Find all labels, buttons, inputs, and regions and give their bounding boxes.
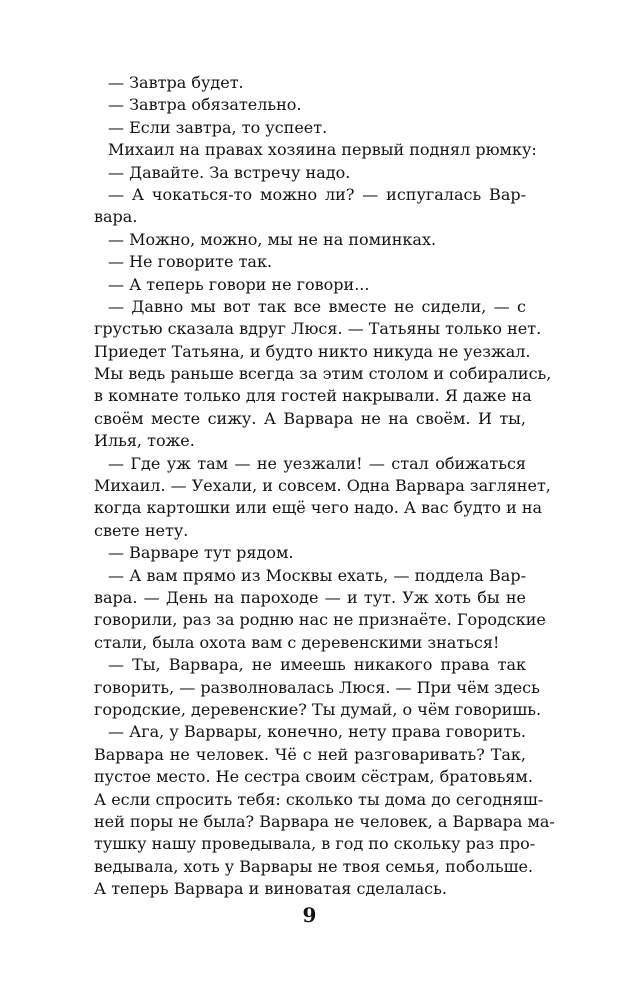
text-line: — Завтра будет.: [108, 73, 244, 92]
text-line: вара.: [94, 207, 138, 227]
text-line: пустое место. Не сестра своим сёстрам, братовьям.: [94, 767, 533, 787]
text-line: тушку нашу проведывала, в год по скольку раз про-: [94, 834, 536, 854]
text-line: — Варваре тут рядом.: [108, 543, 294, 563]
body-text: [94, 72, 555, 900]
text-line: Михаил. — Уехали, и совсем. Одна Варвара заглянет,: [94, 476, 551, 496]
text-line: — Давно мы вот так все вместе не сидели, — с: [108, 296, 526, 316]
text-line: — Давайте. За встречу надо.: [108, 162, 351, 182]
text-line: Мы ведь раньше всегда за этим столом и собирались,: [94, 364, 552, 384]
text-line: в комнате только для гостей накрывали. Я даже на: [94, 386, 532, 406]
text-line: — А чокаться-то можно ли? — испугалась Вар-: [108, 184, 526, 204]
text-line: когда картошки или ещё чего надо. А вас будто и на: [94, 498, 543, 518]
text-line: — Ага, у Варвары, конечно, нету права говорить.: [108, 722, 526, 742]
text-line: — А теперь говори не говори...: [108, 274, 370, 294]
text-line: стали, была охота вам с деревенскими знаться!: [94, 632, 500, 652]
text-line: городские, деревенские? Ты думай, о чём говоришь.: [94, 699, 542, 719]
text-line: — Завтра обязательно.: [108, 95, 302, 115]
text-line: А если спросить тебя: сколько ты дома до сегодняш-: [94, 789, 544, 809]
text-line: — А вам прямо из Москвы ехать, — поддела Вар-: [108, 565, 526, 585]
text-line: говорили, раз за родню нас не признаёте. Городские: [94, 610, 546, 630]
text-line: вара. — День на пароходе — и тут. Уж хоть бы не: [94, 587, 526, 607]
text-line: — Можно, можно, мы не на поминках.: [108, 229, 437, 249]
text-line: своём месте сижу. А Варвара не на своём. И ты,: [94, 408, 526, 428]
text-line: ней поры не была? Варвара не человек, а Варвара ма-: [94, 811, 555, 831]
text-line: — Где уж там — не уезжали! — стал обижаться: [108, 453, 526, 473]
text-line: — Ты, Варвара, не имеешь никакого права так: [108, 655, 526, 675]
text-line: Илья, тоже.: [94, 431, 195, 451]
text-line: А теперь Варвара и виноватая сделалась.: [94, 879, 447, 899]
text-line: свете нету.: [94, 520, 189, 540]
text-line: Михаил на правах хозяина первый поднял рюмку:: [108, 140, 537, 160]
text-line: — Если завтра, то успеет.: [108, 117, 328, 137]
text-line: — Не говорите так.: [108, 252, 273, 272]
text-line: Приедет Татьяна, и будто никто никуда не уезжал.: [94, 341, 531, 361]
text-line: Варвара не человек. Чё с ней разговаривать? Так,: [94, 744, 526, 764]
text-line: говорить, — разволновалась Люся. — При чём здесь: [94, 677, 540, 697]
text-line: грустью сказала вдруг Люся. — Татьяны только нет.: [94, 319, 542, 339]
page-number: 9: [302, 903, 317, 927]
text-line: ведывала, хоть у Варвары не твоя семья, побольше.: [94, 856, 534, 876]
